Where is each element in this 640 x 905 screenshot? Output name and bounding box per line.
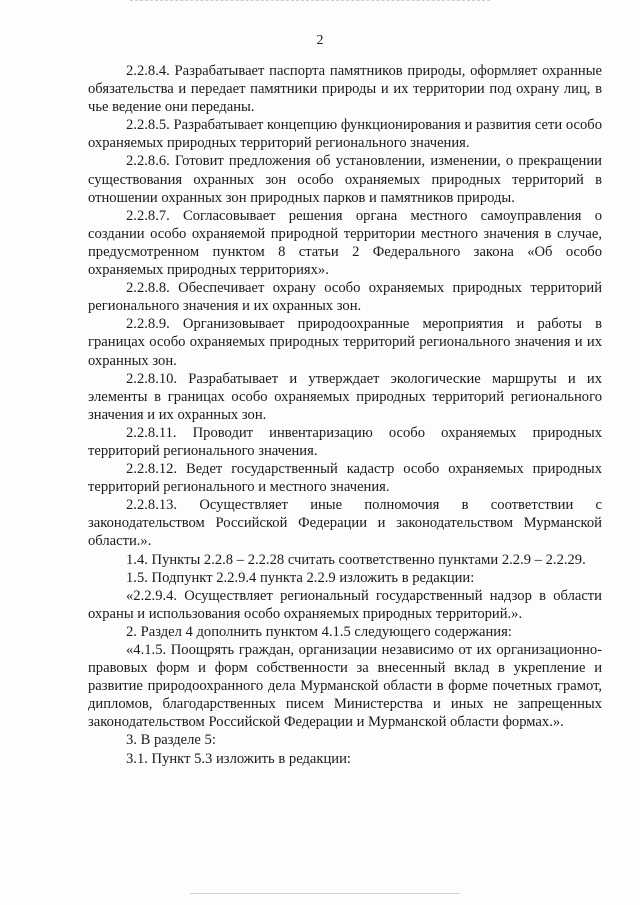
paragraph-4-1-5-quote: «4.1.5. Поощрять граждан, организации независимо от их организационно-правовых форм и форм собственности за внесенный вклад в укрепление и развитие природоохранного дела Мурманской области в форме почетных грамот, дипломов, благодарственных писем Министерства и иных не запрещенных законодательством Российской Федерации и Мурманской области формах.». [88,642,602,731]
paragraph-2-2-8-8: 2.2.8.8. Обеспечивает охрану особо охраняемых природных территорий регионального значения и их охранных зон. [88,280,602,315]
paragraph-2-2-8-9: 2.2.8.9. Организовывает природоохранные мероприятия и работы в границах особо охраняемых природных территорий регионального значения и их охранных зон. [88,316,602,369]
paragraph-1-5: 1.5. Подпункт 2.2.9.4 пункта 2.2.9 изложить в редакции: [126,569,475,586]
paragraph-2-2-8-11: 2.2.8.11. Проводит инвентаризацию особо охраняемых природных территорий регионального значения. [88,424,602,459]
paragraph-2-2-8-4: 2.2.8.4. Разрабатывает паспорта памятников природы, оформляет охранные обязательства и передает памятники природы и их территории под охрану лиц, в чье ведение они переданы. [88,63,602,116]
paragraph-2-2-8-10: 2.2.8.10. Разрабатывает и утверждает экологические маршруты и их элементы в границах особо охраняемых природных территорий регионального значения и их охранных зон. [88,370,602,423]
paragraph-2-2-8-12: 2.2.8.12. Ведет государственный кадастр особо охраняемых природных территорий регионального и местного значения. [88,461,602,496]
scan-edge-bottom [190,893,460,895]
paragraph-2-2-8-7: 2.2.8.7. Согласовывает решения органа местного самоуправления о создании особо охраняемой природной территории местного значения в случае, предусмотренном пунктом 8 статьи 2 Федерального закона «Об особо охраняемых природных территориях». [88,207,602,279]
paragraph-3: 3. В разделе 5: [126,732,216,749]
paragraph-2-2-9-4-quote: «2.2.9.4. Осуществляет региональный государственный надзор в области охраны и использования особо охраняемых природных территорий.». [88,587,602,622]
document-body [88,62,602,768]
scan-edge-top [130,0,490,3]
paragraph-3-1: 3.1. Пункт 5.3 изложить в редакции: [126,750,351,767]
paragraph-1-4: 1.4. Пункты 2.2.8 – 2.2.28 считать соответственно пунктами 2.2.9 – 2.2.29. [126,551,586,568]
paragraph-2-2-8-5: 2.2.8.5. Разрабатывает концепцию функционирования и развития сети особо охраняемых природных территорий регионального значения. [88,117,602,152]
page-number: 2 [316,33,324,48]
paragraph-2-2-8-6: 2.2.8.6. Готовит предложения об установлении, изменении, о прекращении существования охранных зон особо охраняемых природных территорий в отношении охранных зон природных парков и памятников природы. [88,153,602,206]
paragraph-2-2-8-13: 2.2.8.13. Осуществляет иные полномочия в соответствии с законодательством Российской Федерации и законодательством Мурманской области.». [88,497,602,550]
paragraph-2: 2. Раздел 4 дополнить пунктом 4.1.5 следующего содержания: [126,623,512,640]
